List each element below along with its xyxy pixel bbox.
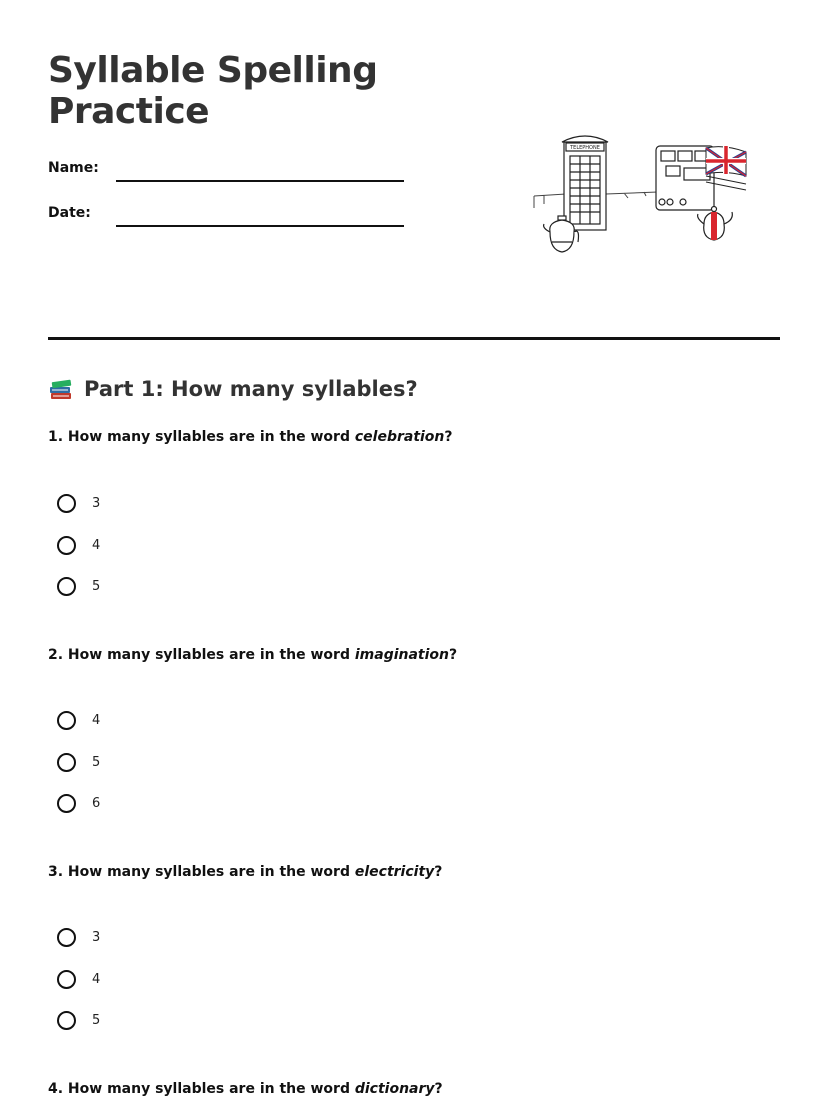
- option-label: 5: [92, 1012, 101, 1028]
- option-q2-a[interactable]: [57, 708, 100, 732]
- london-illustration: [528, 128, 750, 258]
- part1-heading: [48, 374, 418, 404]
- radio-button[interactable]: [57, 928, 76, 947]
- question-word: electricity: [354, 864, 435, 880]
- title-line-2: Practice: [48, 91, 210, 132]
- phone-sign: TELEPHONE: [570, 145, 600, 151]
- option-label: 4: [92, 537, 101, 553]
- radio-button[interactable]: [57, 794, 76, 813]
- option-q1-b[interactable]: [57, 533, 100, 557]
- option-q3-a[interactable]: [57, 925, 100, 949]
- section-divider: [48, 337, 780, 340]
- books-icon: [48, 376, 74, 402]
- question-mark: ?: [434, 864, 443, 880]
- question-word: celebration: [354, 429, 445, 445]
- radio-button[interactable]: [57, 711, 76, 730]
- question-text: 1. How many syllables are in the word: [48, 429, 355, 445]
- question-mark: ?: [444, 429, 453, 445]
- option-q2-c[interactable]: [57, 791, 100, 815]
- name-field: [48, 160, 408, 184]
- red-teapot-icon: [698, 207, 733, 241]
- option-label: 6: [92, 795, 101, 811]
- question-word: dictionary: [354, 1081, 435, 1097]
- option-label: 5: [92, 578, 101, 594]
- title-line-1: Syllable Spelling: [48, 50, 378, 91]
- question-text: 2. How many syllables are in the word: [48, 647, 355, 663]
- question-mark: ?: [449, 647, 458, 663]
- radio-button[interactable]: [57, 970, 76, 989]
- option-label: 3: [92, 495, 101, 511]
- radio-button[interactable]: [57, 494, 76, 513]
- question-1: [48, 429, 453, 445]
- question-mark: ?: [434, 1081, 443, 1097]
- option-label: 4: [92, 712, 101, 728]
- question-2: [48, 647, 457, 663]
- union-jack-flag-icon: [706, 146, 746, 190]
- telephone-box-icon: [562, 136, 608, 230]
- option-q3-b[interactable]: [57, 967, 100, 991]
- option-q3-c[interactable]: [57, 1008, 100, 1032]
- question-text: 3. How many syllables are in the word: [48, 864, 355, 880]
- option-label: 4: [92, 971, 101, 987]
- radio-button[interactable]: [57, 753, 76, 772]
- date-field: [48, 205, 408, 229]
- double-decker-bus-icon: [656, 146, 714, 210]
- radio-button[interactable]: [57, 577, 76, 596]
- option-label: 5: [92, 754, 101, 770]
- radio-button[interactable]: [57, 536, 76, 555]
- question-text: 4. How many syllables are in the word: [48, 1081, 355, 1097]
- name-label: Name:: [48, 160, 99, 176]
- question-3: [48, 864, 442, 880]
- radio-button[interactable]: [57, 1011, 76, 1030]
- date-label: Date:: [48, 205, 91, 221]
- question-word: imagination: [354, 647, 450, 663]
- page-title: [48, 50, 468, 132]
- option-q1-c[interactable]: [57, 574, 100, 598]
- question-4: [48, 1081, 443, 1097]
- option-label: 3: [92, 929, 101, 945]
- name-line[interactable]: [116, 180, 404, 182]
- option-q1-a[interactable]: [57, 491, 100, 515]
- option-q2-b[interactable]: [57, 750, 100, 774]
- part1-title: Part 1: How many syllables?: [84, 377, 418, 401]
- date-line[interactable]: [116, 225, 404, 227]
